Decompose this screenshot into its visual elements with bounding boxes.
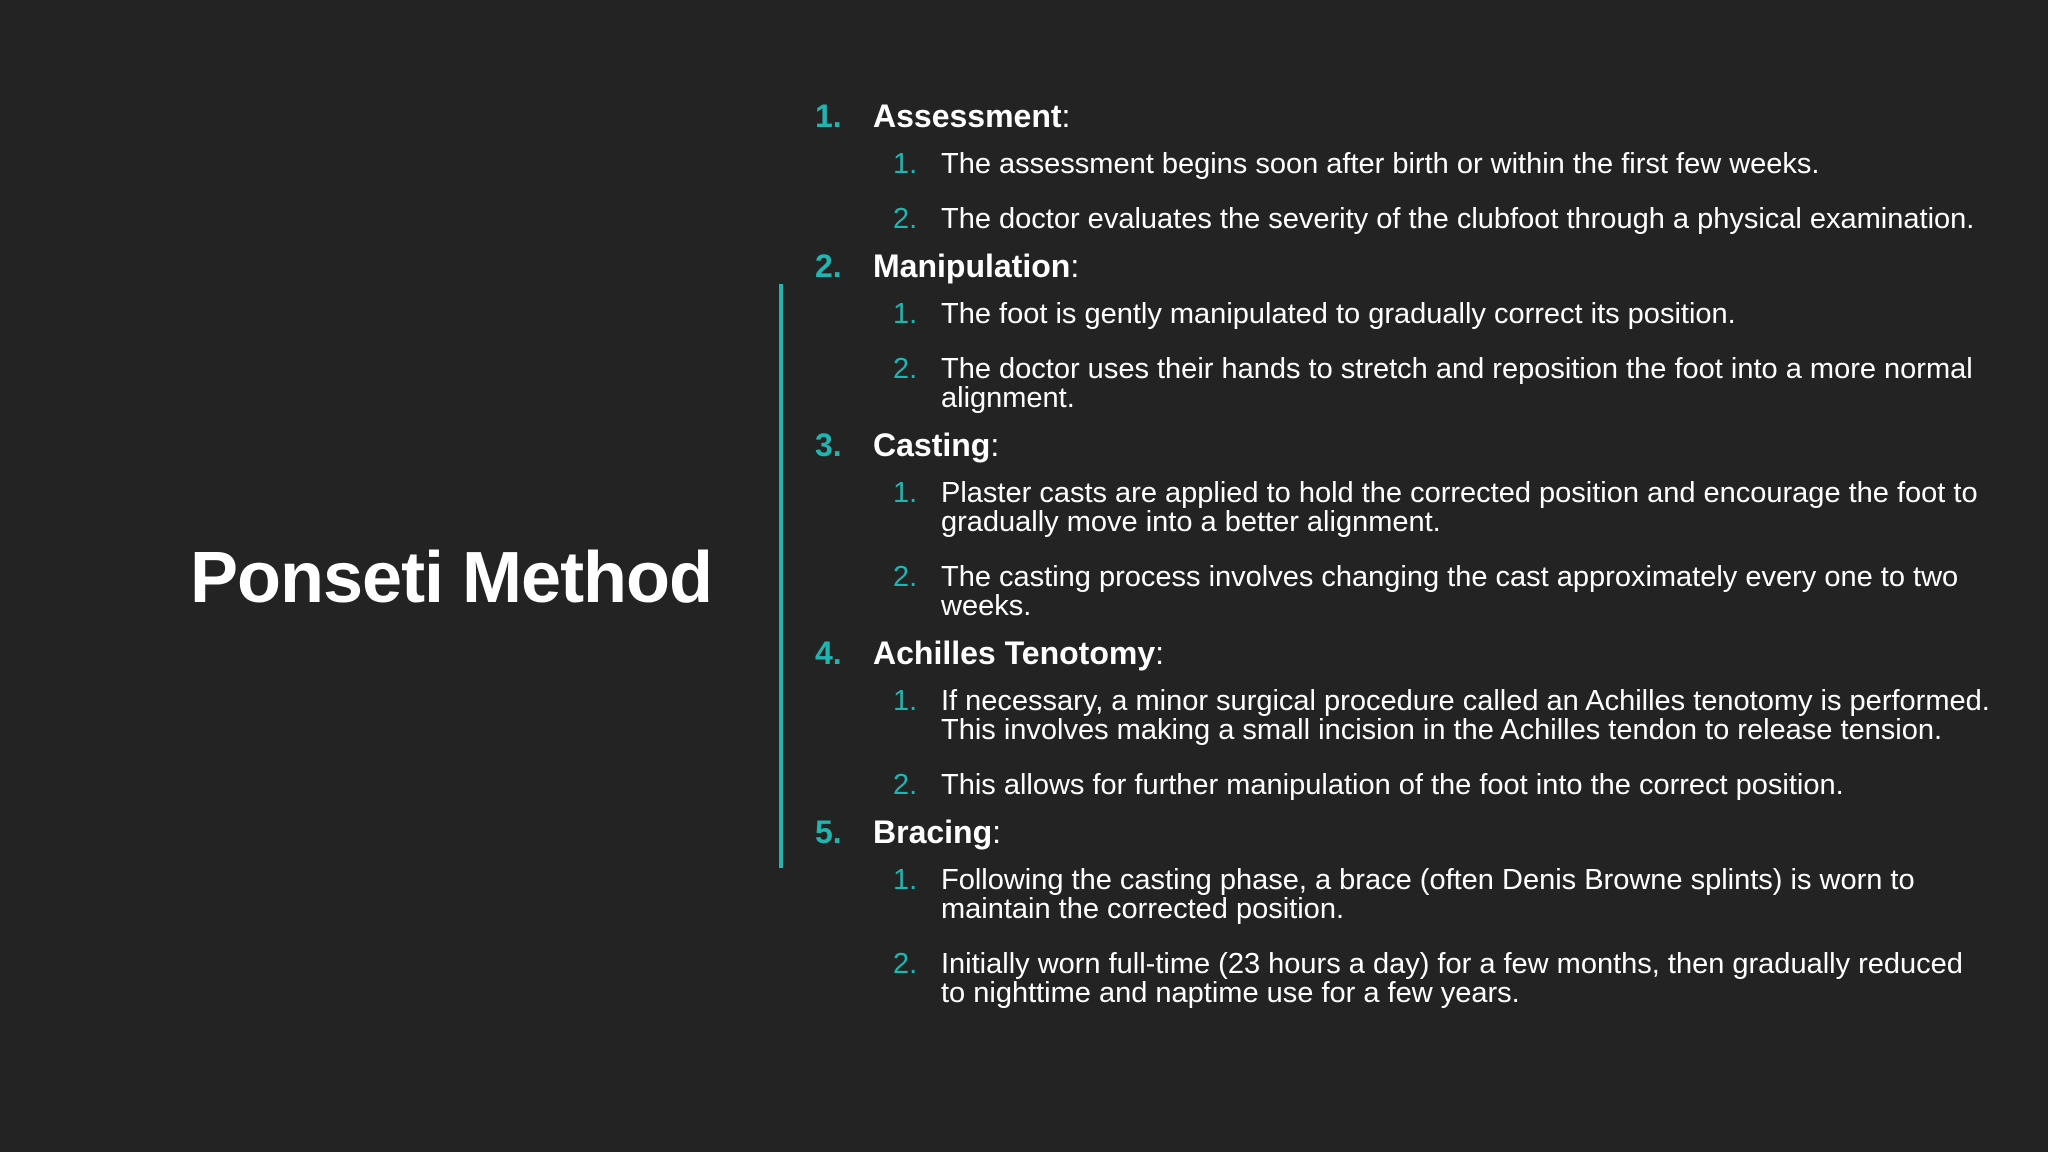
step-number: 1. bbox=[815, 98, 842, 134]
sub-text: If necessary, a minor surgical procedure called an Achilles tenotomy is performed. This involves making a small incision in the Achilles tendon to release tension. bbox=[941, 685, 1990, 746]
step-colon: : bbox=[990, 427, 1000, 463]
step-heading: Assessment bbox=[873, 98, 1062, 134]
step-heading-row bbox=[815, 246, 1995, 286]
sub-item bbox=[815, 145, 1995, 179]
sub-item bbox=[815, 350, 1995, 413]
step-colon: : bbox=[1061, 98, 1071, 134]
sub-text: Following the casting phase, a brace (often Denis Browne splints) is worn to maintain the corrected position. bbox=[941, 864, 1915, 925]
step-colon: : bbox=[1070, 248, 1080, 284]
step-heading-row bbox=[815, 96, 1995, 136]
sub-item bbox=[815, 200, 1995, 234]
step-number: 5. bbox=[815, 814, 842, 850]
step-heading-row bbox=[815, 425, 1995, 465]
step-number: 4. bbox=[815, 635, 842, 671]
slide-title: Ponseti Method bbox=[190, 538, 712, 618]
step-heading: Casting bbox=[873, 427, 991, 463]
sub-item bbox=[815, 861, 1995, 924]
step-heading-row bbox=[815, 812, 1995, 852]
sub-item bbox=[815, 682, 1995, 745]
sub-item bbox=[815, 295, 1995, 329]
sub-number: 1. bbox=[893, 864, 918, 896]
step-item bbox=[815, 633, 1995, 800]
steps-list bbox=[815, 96, 1995, 1020]
step-heading: Achilles Tenotomy bbox=[873, 635, 1156, 671]
step-item bbox=[815, 246, 1995, 413]
sub-item bbox=[815, 945, 1995, 1008]
step-heading-row bbox=[815, 633, 1995, 673]
sub-text: The doctor uses their hands to stretch and reposition the foot into a more normal alignment. bbox=[941, 353, 1973, 414]
sub-text: The casting process involves changing the cast approximately every one to two weeks. bbox=[941, 561, 1959, 622]
step-colon: : bbox=[992, 814, 1002, 850]
sub-number: 2. bbox=[893, 561, 918, 593]
sub-number: 2. bbox=[893, 948, 918, 980]
sub-number: 2. bbox=[893, 769, 918, 801]
sub-text: The foot is gently manipulated to gradually correct its position. bbox=[941, 298, 1736, 330]
sub-text: The doctor evaluates the severity of the clubfoot through a physical examination. bbox=[941, 203, 1975, 235]
sub-text: Initially worn full-time (23 hours a day) for a few months, then gradually reduced to nighttime and naptime use for a few years. bbox=[941, 948, 1963, 1009]
step-colon: : bbox=[1155, 635, 1165, 671]
step-heading: Bracing bbox=[873, 814, 993, 850]
sub-number: 2. bbox=[893, 353, 918, 385]
sub-item bbox=[815, 558, 1995, 621]
step-item bbox=[815, 425, 1995, 621]
step-item bbox=[815, 96, 1995, 234]
step-heading: Manipulation bbox=[873, 248, 1071, 284]
sub-number: 1. bbox=[893, 685, 918, 717]
step-item bbox=[815, 812, 1995, 1008]
step-number: 3. bbox=[815, 427, 842, 463]
sub-number: 1. bbox=[893, 148, 918, 180]
sub-text: This allows for further manipulation of the foot into the correct position. bbox=[941, 769, 1844, 801]
accent-divider bbox=[779, 284, 783, 868]
sub-item bbox=[815, 474, 1995, 537]
sub-text: Plaster casts are applied to hold the corrected position and encourage the foot to gradually move into a better alignment. bbox=[941, 477, 1978, 538]
step-number: 2. bbox=[815, 248, 842, 284]
sub-text: The assessment begins soon after birth or within the first few weeks. bbox=[941, 148, 1820, 180]
sub-number: 1. bbox=[893, 477, 918, 509]
sub-number: 1. bbox=[893, 298, 918, 330]
sub-item bbox=[815, 766, 1995, 800]
sub-number: 2. bbox=[893, 203, 918, 235]
